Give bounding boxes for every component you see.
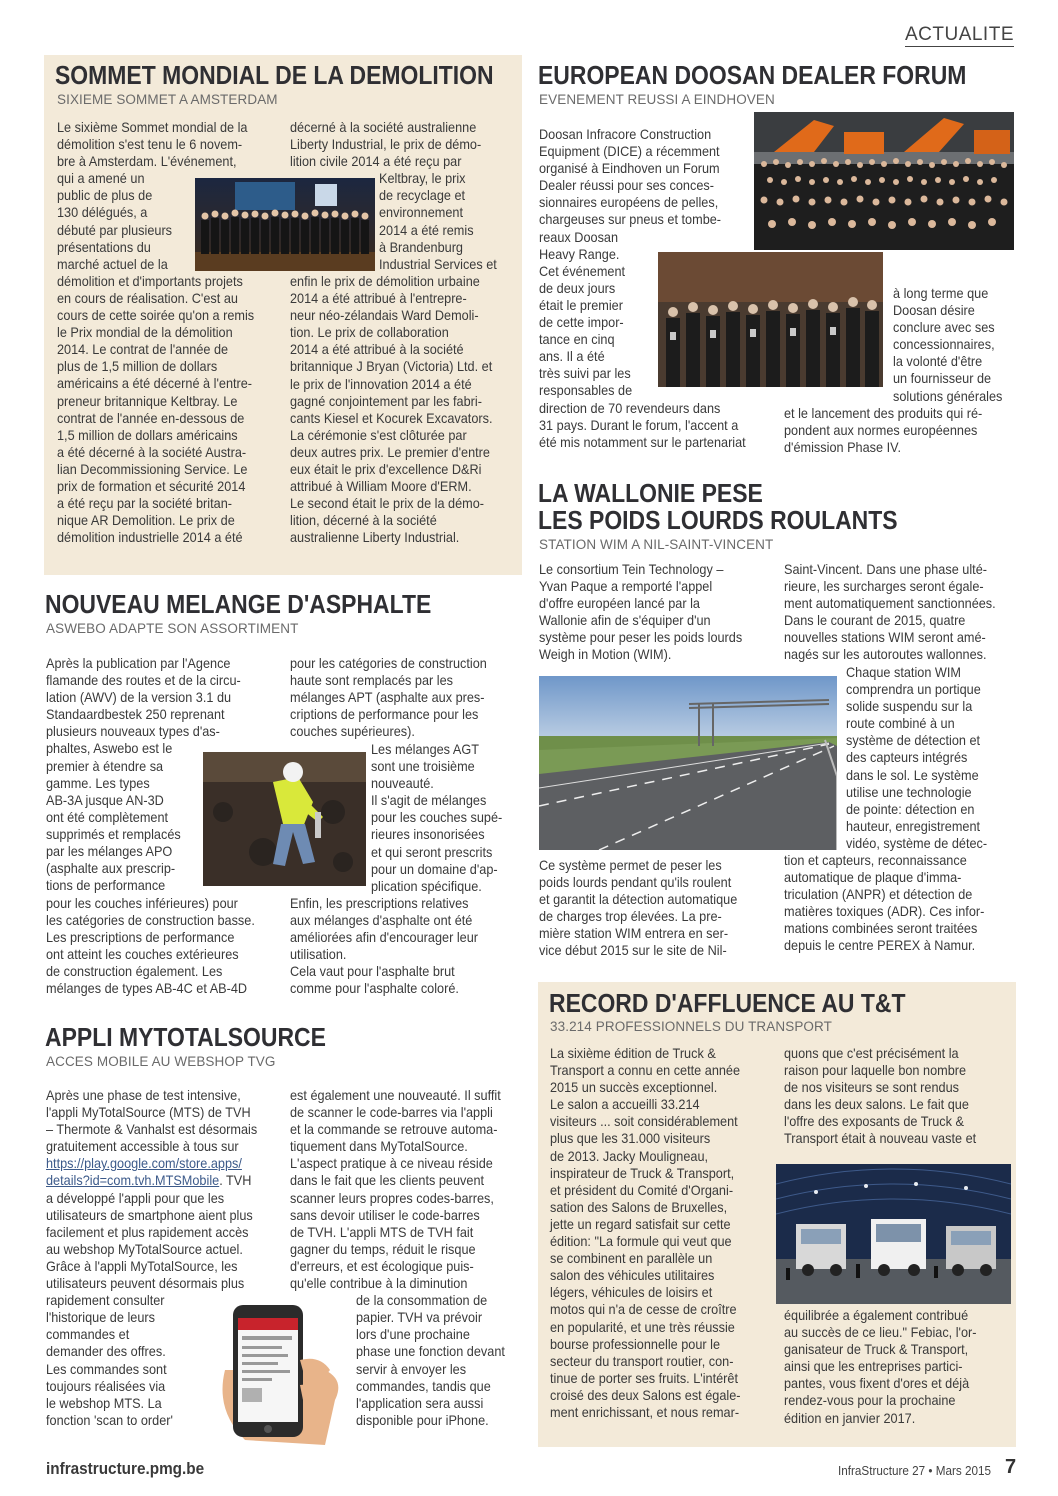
asphalt-worker-photo [203,752,366,886]
text-line: le Prix mondial de la démolition [57,325,233,341]
text-line: à Brandenburg [379,239,463,255]
text-line: été mis notamment sur le partenariat [539,434,746,450]
text-line: et qui seront prescrits [371,844,493,860]
text-line: conclure avec ses [893,320,995,336]
record-colB1 [784,1045,976,1148]
text-line: marché actuel de la [57,256,168,272]
text-line: nouvelles stations WIM seront amé- [784,630,986,646]
text-line: qui a amené un [57,171,145,187]
wallonie-colB2 [846,664,987,852]
text-line: Keltbray, le prix [379,171,466,187]
text-line: salon des véhicules utilitaires [550,1268,715,1284]
text-line: papier. TVH va prévoir [356,1310,483,1326]
text-line: gagné conjointement par les fabri- [290,393,482,409]
text-line: est également une nouveauté. Il suffit [290,1088,501,1103]
text-line: Le sixième Sommet mondial de la [57,120,248,135]
text-line: Chaque station WIM [846,665,961,680]
text-line: nouveauté. [371,776,434,792]
record-title: RECORD D'AFFLUENCE AU T&T [549,990,906,1018]
text-line: aux mélanges d'asphalte ont été [290,913,473,929]
text-line: d'offre européen lancé par la [539,596,700,612]
footer-issue: InfraStructure 27 • Mars 2015 [838,1463,992,1478]
text-line: chargeuses sur pneus et tombe- [539,212,722,228]
wallonie-colA2 [539,857,737,960]
text-line: qu'elle contribue à la diminution [290,1276,468,1292]
text-line: vidéo, système de détec- [846,835,988,851]
text-line: phase une fonction devant [356,1344,505,1360]
text-line: Saint-Vincent. Dans une phase ulté- [784,562,987,577]
text-line: ainsi que les entreprises partici- [784,1359,963,1375]
text-line: lation (AWV) de la version 3.1 du [46,690,232,706]
text-line: dans les deux salons. Le fait que [784,1097,969,1113]
text-line: Après une phase de test intensive, [46,1088,241,1103]
text-line: Le consortium Tein Technology – [539,562,724,577]
text-line: attribué à William Moore d'ERM. [290,479,472,495]
text-line: plus que les 31.000 visiteurs [550,1131,711,1147]
text-line: ment automatiquement sanctionnées. [784,596,996,612]
text-line: matières toxiques (ADR). Ces infor- [784,904,985,920]
text-line: jette un regard satisfait sur cette [550,1216,731,1232]
asphalte-title: NOUVEAU MELANGE D'ASPHALTE [45,591,432,619]
text-line: organisé à Eindhoven un Forum [539,161,720,177]
text-line: utilise une technologie [846,784,972,800]
text-line: croisé des deux Salons est égale- [550,1387,741,1403]
wallonie-colA [539,561,742,664]
text-line: de 2013. Jacky Mouligneau, [550,1148,709,1164]
text-line: de la consommation de [356,1293,488,1309]
footer-website[interactable]: infrastructure.pmg.be [46,1459,205,1478]
text-line: mélanges de types AB-4C et AB-4D [46,981,248,997]
text-line: hauteur, enregistrement [846,818,981,834]
text-line: lition civile 2014 a été reçu par [290,154,462,170]
text-line: concessionnaires, [893,337,995,353]
text-line: automatique de plaque d'imma- [784,870,962,886]
text-line: des capteurs intégrés [846,750,968,766]
text-line: d'erreurs, et est écologique puis- [290,1258,474,1274]
text-line: Liberty Industrial, le prix de démo- [290,137,482,153]
sommet-col2b [379,170,497,273]
text-line: tinue de porter ses fruits. L'intérêt [550,1370,738,1386]
text-line: édition: "La formule qui veut que [550,1234,732,1250]
text-line: ont été complètement [46,809,169,825]
text-line: fonction 'scan to order' [46,1412,173,1428]
text-line: démolition industrielle 2014 a été [57,530,243,546]
text-line: servir à envoyer les [356,1361,467,1377]
highway-wim-photo [539,676,837,850]
text-line: Cet événement [539,263,626,279]
text-line: direction de 70 revendeurs dans [539,400,721,416]
text-line: d'émission Phase IV. [784,440,901,456]
text-line: de cette impor- [539,315,624,331]
text-line: poids lourds pendant qu'ils roulent [539,875,732,891]
asphalte-colB3 [290,895,478,998]
text-line: reaux Doosan [539,229,619,245]
appli-colB1 [290,1087,501,1292]
text-line: inspirateur de Truck & Transport, [550,1165,735,1181]
text-line: présentations du [57,239,151,255]
text-line: pour les couches inférieures) pour [46,896,238,911]
text-line: tion. Le prix de collaboration [290,325,449,341]
text-line: bourse professionnelle pour le [550,1336,721,1352]
record-colB2 [784,1307,976,1427]
text-line: mations combinées seront traitées [784,921,978,937]
text-line: La cérémonie s'est clôturée par [290,427,467,443]
wallonie-title-line2: LES POIDS LOURDS ROULANTS [538,507,898,535]
text-line: Ce système permet de peser les [539,858,722,873]
text-line: démolition et d'importants projets [57,273,243,289]
text-line: Heavy Range. [539,246,620,262]
text-line: Standaardbestek 250 reprenant [46,707,225,723]
text-line: à long terme que [893,286,989,301]
text-line: Le salon a accueilli 33.214 [550,1097,700,1113]
text-line: l'appli MyTotalSource (MTS) de TVH [46,1105,251,1121]
text-line: système de détection et [846,733,981,749]
text-line: de construction également. Les [46,964,223,980]
demolition-summit-photo [195,178,375,271]
text-line: L'aspect pratique à ce niveau réside [290,1156,493,1172]
text-line: de deux jours [539,280,616,296]
text-line: motos qui n'a de cesse de croître [550,1302,737,1318]
text-line: tion et capteurs, reconnaissance [784,853,967,868]
text-line: le webshop MTS. La [46,1395,162,1411]
text-line: tions de performance [46,878,166,894]
text-line: Dans le courant de 2015, quatre [784,613,966,629]
text-line: Yvan Paque a remporté l'appel [539,579,713,595]
text-line: un fournisseur de [893,371,992,387]
text-line: phaltes, Aswebo est le [46,741,173,757]
text-line: depuis le centre PEREX à Namur. [784,938,976,954]
text-line: par les mélanges APO [46,844,173,860]
text-line: très suivi par les [539,366,631,382]
text-line: de nos visiteurs se sont rendus [784,1080,959,1096]
text-line: améliorées afin d'encourager leur [290,930,478,946]
text-line: nagés sur les autoroutes wallonnes. [784,647,987,663]
text-line: au succès de ce lieu." Febiac, l'or- [784,1325,977,1341]
text-line: comme pour l'asphalte coloré. [290,981,459,997]
text-line: équilibrée a également contribué [784,1308,969,1323]
text-line: gratuitement accessible à tous sur [46,1139,239,1155]
text-line: enfin le prix de démolition urbaine [290,274,480,289]
text-line: Il s'agit de mélanges [371,793,487,809]
text-line: scanner leurs propres codes-barres, [290,1190,494,1206]
text-line: comprendra un portique [846,682,981,698]
text-line: pantes, vous fixent d'ores et déjà [784,1376,970,1392]
text-line: flamande des routes et de la circu- [46,673,241,689]
text-line: commandes, tandis que [356,1378,491,1394]
text-line: utilisateurs peuvent désormais plus [46,1276,245,1292]
text-line: 2014 a été attribué à la société [290,342,464,358]
text-line: Doosan désire [893,303,975,319]
page-number: 7 [1005,1456,1017,1478]
text-line: haute sont remplacés par les [290,673,453,689]
text-line: de scanner le code-barres via l'appli [290,1105,493,1121]
text-line: toujours réalisées via [46,1378,166,1394]
text-line: Enfin, les prescriptions relatives [290,896,469,911]
text-line: en cours de réalisation. C'est au [57,290,238,306]
text-line: AB-3A jusque AN-3D [46,792,164,808]
text-line: et garantit la détection automatique [539,892,738,908]
text-line: demander des offres. [46,1344,166,1360]
text-line: Transport était à nouveau vaste et [784,1131,977,1147]
text-line: responsables de [539,383,633,399]
text-line: disponible pour iPhone. [356,1412,489,1428]
doosan-crowd-photo [754,112,1014,250]
text-line: 2014. Le contrat de l'année de [57,342,229,358]
text-line: plusieurs nouveaux types d'as- [46,724,220,740]
text-line: vice début 2015 sur le site de Nil- [539,943,727,959]
text-line: couches supérieures). [290,724,415,740]
text-line: quons que c'est précisément la [784,1046,959,1061]
text-line: cants Kiesel et Kocurek Excavators. [290,410,493,426]
text-line: au webshop MyTotalSource actuel. [46,1241,243,1257]
text-line: australienne Liberty Industrial. [290,530,460,546]
text-line: gagner du temps, réduit le risque [290,1241,476,1257]
text-line: Les commandes sont [46,1361,167,1377]
playstore-link-line2[interactable]: details?id=com.tvh.MTSMobile [46,1173,220,1189]
text-line: bre à Amsterdam. L'événement, [57,154,237,170]
sommet-subtitle: SIXIEME SOMMET A AMSTERDAM [57,92,278,107]
text-line: pour un domaine d'ap- [371,861,498,877]
doosan-subtitle: EVENEMENT REUSSI A EINDHOVEN [539,92,775,107]
text-line: mière station WIM entrera en ser- [539,926,729,942]
text-line: La sixième édition de Truck & [550,1046,716,1061]
wallonie-subtitle: STATION WIM A NIL-SAINT-VINCENT [539,537,774,552]
appli-subtitle: ACCES MOBILE AU WEBSHOP TVG [46,1054,276,1069]
text-line: plus de 1,5 million de dollars [57,359,218,375]
text-line: Doosan Infracore Construction [539,127,712,142]
text-line: l'historique de leurs [46,1310,155,1326]
sommet-col2a [290,119,481,170]
text-line: ganisateur de Truck & Transport, [784,1342,969,1358]
text-line: criptions de performance pour les [290,707,479,723]
doosan-dealers-photo [658,252,883,387]
text-line: Grâce à l'appli MyTotalSource, les [46,1258,238,1274]
text-line: solutions générales [893,388,1003,404]
text-line: était le premier [539,297,623,313]
text-line: 1,5 million de dollars américains [57,427,238,443]
text-line: lors d'une prochaine [356,1327,470,1343]
text-line: rapidement consulter [46,1293,165,1309]
doosan-title: EUROPEAN DOOSAN DEALER FORUM [538,62,967,90]
text-line: 31 pays. Durant le forum, l'accent a [539,417,739,433]
text-line: sation des Salons de Bruxelles, [550,1199,728,1215]
text-line: – Thermote & Vanhalst est désormais [46,1122,258,1138]
text-line: neur néo-zélandais Ward Demoli- [290,308,479,324]
text-line: secteur du transport routier, con- [550,1353,734,1369]
text-line: Les mélanges AGT [371,742,479,757]
text-line: mélanges APT (asphalte aux pres- [290,690,485,706]
text-line: système pour peser les poids lourds [539,630,743,646]
text-line: tance en cinq [539,332,615,348]
sommet-col2c [290,273,492,547]
wallonie-colB3 [784,852,984,955]
text-line: de TVH. L'appli MTS de TVH fait [290,1224,474,1240]
text-line: Après la publication par l'Agence [46,656,231,671]
text-line: les catégories de construction basse. [46,913,255,929]
text-line: Cela vaut pour l'asphalte brut [290,964,455,980]
text-line: de charges trop élevées. La pre- [539,909,722,925]
text-line: ont atteint les couches extérieures [46,947,239,963]
text-line: (asphalte aux prescrip- [46,861,176,877]
text-line: américains a été décerné à l'entre- [57,376,253,392]
appli-colB2 [356,1292,505,1429]
text-line: sans devoir utiliser le code-barres [290,1207,480,1223]
text-line: triculation (ANPR) et détection de [784,887,973,903]
text-line: Equipment (DICE) a récemment [539,144,720,160]
link-tail: . TVH [219,1173,252,1189]
text-line: se combinent en parallèle un [550,1251,713,1267]
text-line: deux autres prix. Le premier d'entre [290,444,490,460]
text-line: utilisateurs de smartphone aient plus [46,1207,253,1223]
section-label: ACTUALITE [904,24,1014,45]
text-line: solide suspendu sur la [846,699,973,715]
smartphone-hand-photo [205,1300,355,1445]
sommet-title: SOMMET MONDIAL DE LA DEMOLITION [55,62,494,90]
text-line: l'offre des exposants de Truck & [784,1114,965,1130]
text-line: débuté par plusieurs [57,222,173,238]
text-line: raison pour laquelle bon nombre [784,1063,967,1079]
text-line: public de plus de [57,188,153,204]
text-line: Wallonie afin de s'équiper d'un [539,613,711,629]
text-line: de pointe: détection en [846,801,975,817]
text-line: sont une troisième [371,759,475,775]
text-line: pondent aux normes européennes [784,423,978,439]
asphalte-colB2 [371,741,502,895]
text-line: pour les catégories de construction [290,656,487,671]
text-line: la volonté d'être [893,354,983,370]
text-line: nique AR Demolition. Le prix de [57,513,235,529]
text-line: a développé l'appli pour que les [46,1190,225,1206]
text-line: lition, décerné à la société [290,513,437,529]
text-line: sionnaires européens de pelles, [539,195,719,211]
text-line: contrat de l'année en-dessous de [57,410,245,426]
text-line: dans le fait que les clients peuvent [290,1173,485,1189]
record-colA [550,1045,741,1421]
text-line: et président du Comité d'Organi- [550,1182,734,1198]
text-line: prix de formation et sécurité 2014 [57,478,246,494]
text-line: et le lancement des produits qui ré- [784,406,983,421]
text-line: environnement [379,205,463,221]
appli-title: APPLI MYTOTALSOURCE [45,1024,326,1052]
text-line: Dealer réussi pour ses conces- [539,178,714,194]
text-line: plication spécifique. [371,878,482,894]
doosan-colB2 [784,405,982,456]
text-line: décerné à la société australienne [290,120,477,135]
playstore-link-line1[interactable]: https://play.google.com/store.apps/ [46,1156,242,1172]
text-line: 130 délégués, a [57,205,148,221]
text-line: légers, véhicules de loisirs et [550,1285,713,1301]
text-line: 2015 un succès exceptionnel. [550,1080,718,1096]
appli-colA1 [46,1087,257,1155]
text-line: 2014 a été remis [379,222,474,238]
text-line: a été décerné à la société Austra- [57,444,247,460]
text-line: ans. Il a été [539,349,605,365]
text-line: premier à étendre sa [46,758,164,774]
text-line: l'application sera aussi [356,1395,484,1411]
text-line: ment enrichissant, et nous remar- [550,1404,740,1420]
text-line: visiteurs ... soit considérablement [550,1114,738,1130]
text-line: lian Decommissioning Service. Le [57,461,248,477]
text-line: pour les couches supé- [371,810,503,826]
text-line: démolition s'est tenu le 6 novem- [57,137,243,153]
text-line: Les prescriptions de performance [46,930,235,946]
text-line: supprimés et remplacés [46,826,181,842]
text-line: le prix de l'innovation 2014 a été [290,376,472,392]
wallonie-colB1 [784,561,996,664]
text-line: Weigh in Motion (WIM). [539,647,672,663]
text-line: 2014 a été attribué à l'entrepre- [290,291,467,307]
text-line: route combiné à un [846,716,955,732]
text-line: édition en janvier 2017. [784,1410,916,1426]
text-line: cours de cette soirée qu'on a remis [57,308,255,324]
wallonie-title-line1: LA WALLONIE PESE [538,480,763,508]
text-line: tiquement dans MyTotalSource. [290,1139,468,1155]
text-line: Le second était le prix de la démo- [290,496,485,512]
appli-links [46,1155,251,1189]
asphalte-colA2 [46,895,255,998]
text-line: commandes et [46,1327,130,1343]
record-subtitle: 33.214 PROFESSIONNELS DU TRANSPORT [550,1019,832,1034]
text-line: en popularité, et une très réussie [550,1319,735,1335]
text-line: gamme. Les types [46,775,150,791]
text-line: Transport a connu en cette année [550,1063,741,1079]
text-line: dans le sol. Le système [846,767,979,783]
asphalte-subtitle: ASWEBO ADAPTE SON ASSORTIMENT [46,621,299,636]
asphalte-colB1 [290,655,487,740]
text-line: de recyclage et [379,188,466,204]
text-line: rieures insonorisées [371,827,485,843]
truck-show-photo [776,1164,1011,1304]
text-line: rendez-vous pour la prochaine [784,1393,956,1409]
text-line: facilement et plus rapidement accès [46,1224,249,1240]
text-line: britannique J Bryan (Victoria) Ltd. et [290,359,493,375]
text-line: Industrial Services et [379,256,497,272]
text-line: a été reçu par la société britan- [57,496,232,512]
text-line: preneur britannique Keltbray. Le [57,393,238,409]
text-line: utilisation. [290,947,347,963]
text-line: rieure, les surcharges seront égale- [784,579,984,595]
text-line: et la commande se retrouve automa- [290,1122,498,1138]
doosan-colB1 [893,285,1002,405]
text-line: eux était le prix d'excellence D&Ri [290,462,482,478]
